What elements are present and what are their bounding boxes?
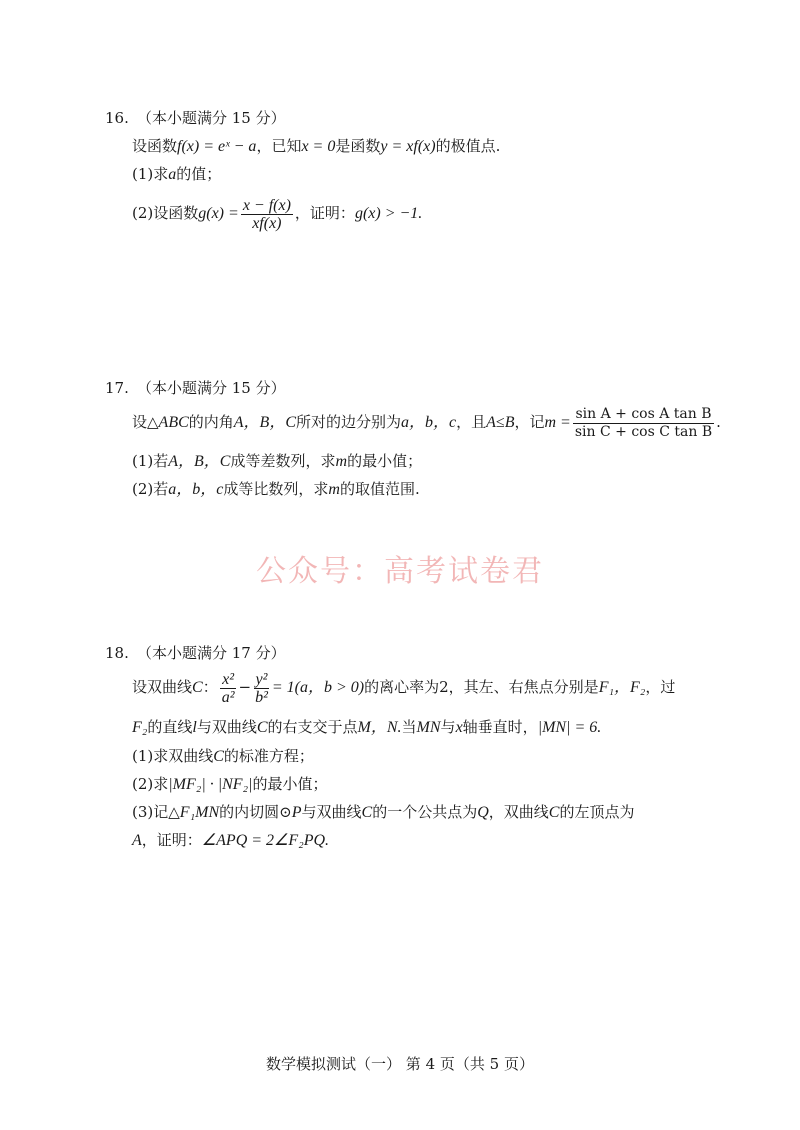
q18-part2: (2)求|MF₂| · |NF₂|的最小值； [132, 775, 328, 793]
page-footer: 数学模拟测试（一） 第 4 页（共 5 页） [266, 1055, 534, 1073]
q18-fraction-y: $\frac{\text{y²}}{\text{b²}}$ [255, 670, 268, 706]
q18-stem: 设双曲线C： $\frac{\text{x²}}{\text{a²}}$ − $\frac{\text{y²}}{\text{b²}}$ = 1(a，b > 0)的离心率为2，其左、右焦点分别是F₁，F₂，过 [132, 670, 676, 706]
q16-stem: 设函数f(x) = eˣ − a，已知x = 0是函数y = xf(x)的极值点. [132, 137, 501, 155]
q18-part1: (1)求双曲线C的标准方程； [132, 747, 314, 765]
q17-fraction: $\frac{\text{sin A + cos A tan B}}{\text{sin C + cos C tan B}}$ [574, 405, 713, 440]
q18-stem-line2: F₂的直线l与双曲线C的右支交于点M，N.当MN与x轴垂直时，|MN| = 6. [132, 718, 602, 736]
q17-stem: 设△ABC的内角A，B，C所对的边分别为a，b，c，且A≤B，记m = $\frac{\text{sin A + cos A tan B}}{\text{sin C + cos C tan B}}$ . [132, 405, 721, 440]
q16-x-zero: x = 0 [301, 138, 336, 155]
q16-number: 16. [105, 109, 129, 127]
q17-part2: (2)若a，b，c成等比数列，求m的取值范围. [132, 480, 420, 498]
q17-number: 17. [105, 379, 129, 397]
q16-part1: (1)求a的值； [132, 165, 222, 183]
q17-part1: (1)若A，B，C成等差数列，求m的最小值； [132, 452, 423, 470]
q18-part3: (3)记△F₁MN的内切圆⊙P与双曲线C的一个公共点为Q，双曲线C的左顶点为 [132, 803, 635, 821]
q18-number: 18. [105, 644, 129, 662]
watermark: 公众号：高考试卷君 [256, 554, 544, 589]
q16-part2: (2)设函数g(x) = $\frac{x - f(x)}{xf(x)}$ ，证明：g(x) > −1. [132, 196, 423, 232]
q18-part3-line2: A，证明：∠APQ = 2∠F₂PQ. [132, 831, 330, 849]
q18-header: （本小题满分 17 分） [137, 644, 286, 662]
q16-header: （本小题满分 15 分） [137, 109, 286, 127]
q17-header: （本小题满分 15 分） [137, 379, 286, 397]
q16-f-def: f(x) = eˣ − a [177, 138, 257, 155]
q18-fraction-x: $\frac{\text{x²}}{\text{a²}}$ [221, 670, 235, 706]
q16-fraction: $\frac{x - f(x)}{xf(x)}$ [242, 196, 291, 232]
q16-y-def: y = xf(x) [380, 138, 436, 155]
